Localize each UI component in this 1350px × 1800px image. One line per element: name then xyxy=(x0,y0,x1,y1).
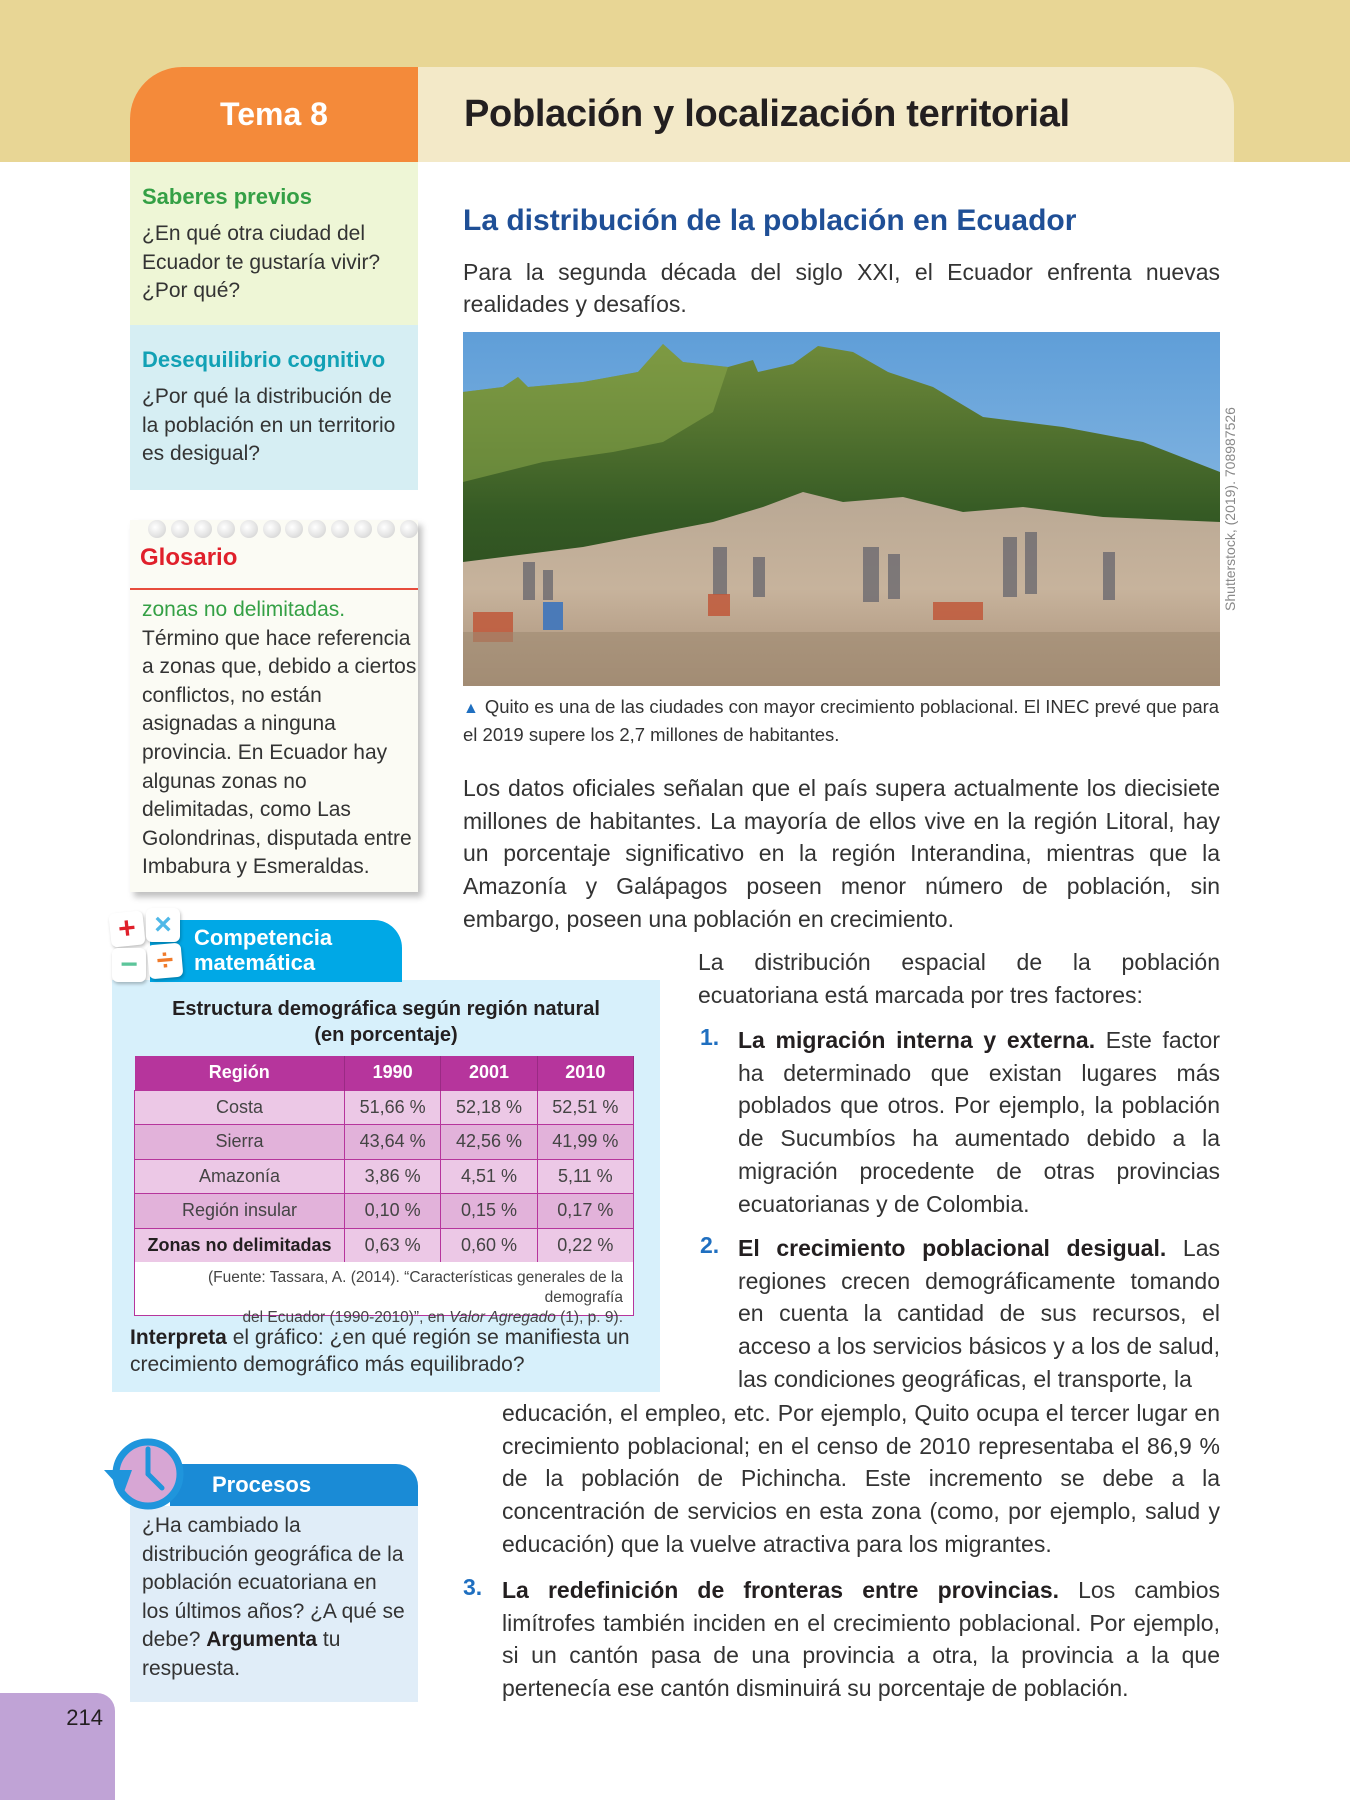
factor-item xyxy=(738,1024,1220,1220)
ring-icon xyxy=(354,520,372,538)
paragraph-factors-intro: La distribución espacial de la población ecuatoriana está marcada por tres factores: xyxy=(698,949,1220,1008)
glosario-box xyxy=(130,520,418,892)
table-row xyxy=(135,1090,634,1125)
column-header: 2010 xyxy=(537,1056,633,1090)
photo-caption xyxy=(463,694,1220,748)
table-cell: 0,60 % xyxy=(441,1228,537,1263)
caption-text: Quito es una de las ciudades con mayor crecimiento poblacional. El INEC prevé que para el 2019 supere los 2,7 millones de habitantes. xyxy=(463,696,1220,745)
column-header: 1990 xyxy=(345,1056,441,1090)
factor-number: 2. xyxy=(700,1232,720,1258)
competencia-title-line2: matemática xyxy=(194,950,316,975)
ring-icon xyxy=(171,520,189,538)
saberes-previos-box xyxy=(130,162,418,325)
saberes-previos-text: ¿En qué otra ciudad del Ecuador te gustaría vivir? ¿Por qué? xyxy=(142,222,381,302)
paragraph-population: Los datos oficiales señalan que el país supera actualmente los diecisiete millones de habitantes. La mayoría de ellos vive en la región Litoral, hay un porcentaje significativo en la región Interandina, mientras que la Amazonía y Galápagos poseen menor número de población, sin embargo, poseen una población en crecimiento. xyxy=(463,775,1220,932)
factor-text: Las regiones crecen demográficamente tomando en cuenta la cantidad de sus recursos, el acceso a los servicios básicos y a los de salud, las condiciones geográficas, el transporte, la xyxy=(738,1235,1220,1392)
minus-icon: − xyxy=(112,948,146,982)
competencia-matematica-box xyxy=(112,980,660,1392)
table-cell: 52,51 % xyxy=(537,1090,633,1125)
table-cell: Sierra xyxy=(135,1125,345,1160)
glosario-entry xyxy=(142,596,418,882)
notebook-rings xyxy=(148,520,418,542)
procesos-text-post: tu respuesta. xyxy=(142,1628,341,1680)
section-title: La distribución de la población en Ecuador xyxy=(463,204,1077,237)
table-cell: Región insular xyxy=(135,1194,345,1229)
clock-rewind-icon xyxy=(102,1432,186,1516)
saberes-previos-title: Saberes previos xyxy=(142,184,312,209)
table-row xyxy=(135,1125,634,1160)
glosario-term: zonas no delimitadas. xyxy=(142,598,346,621)
table-cell: Zonas no delimitadas xyxy=(135,1228,345,1263)
table-cell: 0,22 % xyxy=(537,1228,633,1263)
table-source xyxy=(134,1262,634,1326)
interpreta-question xyxy=(130,1324,650,1378)
source-text: del Ecuador (1990-2010)”, en xyxy=(242,1309,450,1326)
desequilibrio-cognitivo-title: Desequilibrio cognitivo xyxy=(142,347,386,372)
table-header-row xyxy=(135,1056,634,1090)
table-cell: 3,86 % xyxy=(345,1159,441,1194)
ring-icon xyxy=(217,520,235,538)
table-row xyxy=(135,1228,634,1263)
page-number-tab xyxy=(0,1693,115,1800)
table-row xyxy=(135,1194,634,1229)
factor-item xyxy=(738,1232,1220,1396)
table-cell: 0,63 % xyxy=(345,1228,441,1263)
glosario-divider xyxy=(130,588,418,590)
table-cell: 4,51 % xyxy=(441,1159,537,1194)
ring-icon xyxy=(240,520,258,538)
factor-title: La redefinición de fronteras entre provincias. xyxy=(502,1577,1060,1603)
ring-icon xyxy=(285,520,303,538)
source-text: (1), p. 9). xyxy=(555,1309,623,1326)
table-cell: Amazonía xyxy=(135,1159,345,1194)
ring-icon xyxy=(194,520,212,538)
table-cell: 42,56 % xyxy=(441,1125,537,1160)
divide-icon: ÷ xyxy=(147,943,184,980)
factor-text: Este factor ha determinado que existan lugares más poblados que otros. Por ejemplo, la población de Sucumbíos ha aumentado debido a la migración procedente de otras provincias ecuatorianas y de Colombia. xyxy=(738,1027,1220,1217)
factor-number: 3. xyxy=(463,1574,483,1600)
procesos-header xyxy=(170,1464,418,1506)
table-cell: 5,11 % xyxy=(537,1159,633,1194)
demographic-table xyxy=(134,1056,634,1263)
factor-item xyxy=(502,1574,1220,1705)
photo-credit: Shutterstock, (2019). 708987526 xyxy=(1222,407,1238,611)
factor-number: 1. xyxy=(700,1024,720,1050)
table-cell: Costa xyxy=(135,1090,345,1125)
glosario-title: Glosario xyxy=(140,544,238,571)
page-title: Población y localización territorial xyxy=(464,93,1070,135)
table-title xyxy=(112,996,660,1048)
table-cell: 43,64 % xyxy=(345,1125,441,1160)
factor-text: Los cambios limítrofes también inciden en el crecimiento poblacional. Por ejemplo, si un cantón pasa de una provincia a otra, la provincia a la que pertenecía ese cantón disminuirá su porcentaje de población. xyxy=(502,1577,1220,1702)
procesos-box xyxy=(130,1506,418,1702)
procesos-keyword: Argumenta xyxy=(206,1628,318,1652)
page-number: 214 xyxy=(66,1705,103,1730)
tema-label: Tema 8 xyxy=(130,67,418,162)
table-cell: 0,17 % xyxy=(537,1194,633,1229)
column-header: Región xyxy=(135,1056,345,1090)
procesos-text-pre: ¿Ha cambiado la distribución geográfica de la población ecuatoriana en los últimos años? ¿A qué se debe? xyxy=(142,1514,405,1652)
desequilibrio-cognitivo-box xyxy=(130,325,418,490)
plus-icon: + xyxy=(108,910,145,947)
column-header: 2001 xyxy=(441,1056,537,1090)
table-row xyxy=(135,1159,634,1194)
factor-title: El crecimiento poblacional desigual. xyxy=(738,1235,1167,1261)
table-cell: 0,10 % xyxy=(345,1194,441,1229)
glosario-definition: Término que hace referencia a zonas que, debido a ciertos conflictos, no están asignadas a ninguna provincia. En Ecuador hay algunas zonas no delimitadas, como Las Golondrinas, disputada entre Imbabura y Esmeraldas. xyxy=(142,626,417,879)
math-operations-icon xyxy=(108,908,184,984)
ring-icon xyxy=(377,520,395,538)
procesos-text xyxy=(142,1512,408,1684)
factor-item-continued: educación, el empleo, etc. Por ejemplo, Quito ocupa el tercer lugar en crecimiento poblacional; en el censo de 2010 representaba el 86,9 % de la población de Pichincha. Este incremento se debe a la concentración de servicios en esta zona (como, por ejemplo, salud y educación) que la vuelve atractiva para los migrantes. xyxy=(502,1400,1220,1557)
table-cell: 51,66 % xyxy=(345,1090,441,1125)
triangle-up-icon: ▲ xyxy=(463,700,479,717)
competencia-title-line1: Competencia xyxy=(194,925,333,950)
times-icon: × xyxy=(146,908,180,942)
ring-icon xyxy=(148,520,166,538)
desequilibrio-cognitivo-text: ¿Por qué la distribución de la población en un territorio es desigual? xyxy=(142,385,396,465)
ring-icon xyxy=(331,520,349,538)
table-title-line1: Estructura demográfica según región natural xyxy=(172,998,600,1020)
quito-photo xyxy=(463,332,1220,686)
intro-paragraph: Para la segunda década del siglo XXI, el Ecuador enfrenta nuevas realidades y desafíos. xyxy=(463,259,1220,317)
ring-icon xyxy=(308,520,326,538)
source-line1: (Fuente: Tassara, A. (2014). “Características generales de la demografía xyxy=(208,1269,623,1306)
competencia-matematica-header xyxy=(150,920,402,982)
interpreta-keyword: Interpreta xyxy=(130,1326,227,1349)
table-title-line2: (en porcentaje) xyxy=(314,1024,458,1046)
header-tab xyxy=(130,67,1234,162)
table-cell: 0,15 % xyxy=(441,1194,537,1229)
ring-icon xyxy=(400,520,418,538)
interpreta-text: el gráfico: ¿en qué región se manifiesta un crecimiento demográfico más equilibrado? xyxy=(130,1326,630,1376)
source-publication: Valor Agregado xyxy=(449,1309,556,1326)
procesos-title: Procesos xyxy=(212,1472,312,1497)
factor-title: La migración interna y externa. xyxy=(738,1027,1096,1053)
ring-icon xyxy=(263,520,281,538)
table-cell: 52,18 % xyxy=(441,1090,537,1125)
table-cell: 41,99 % xyxy=(537,1125,633,1160)
